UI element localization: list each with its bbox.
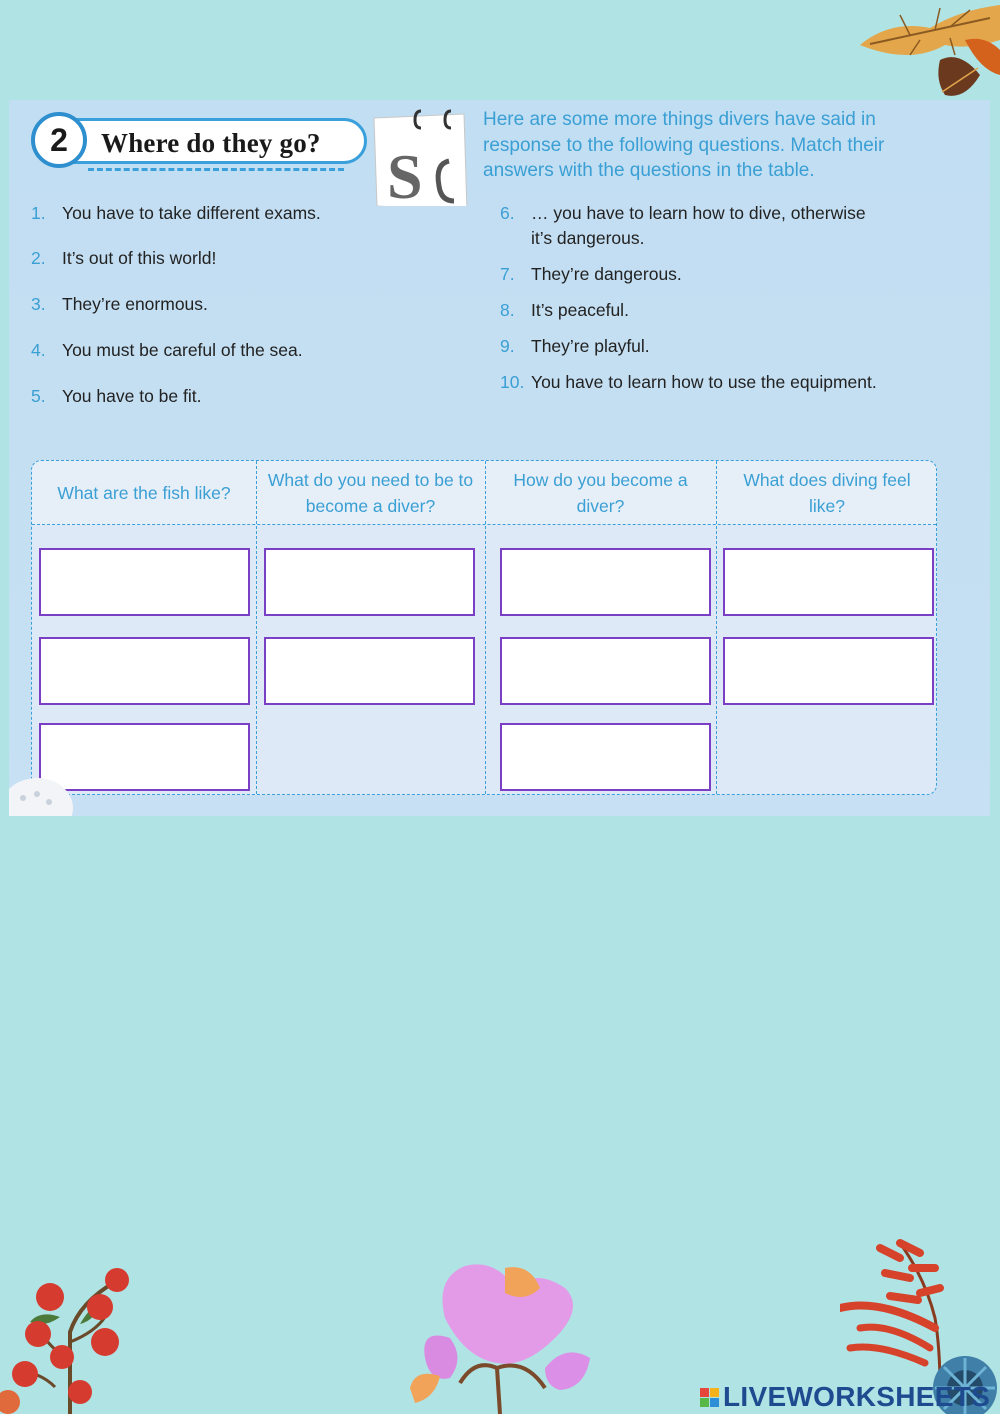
logo-text: LIVEWORKSHEETS <box>723 1381 991 1412</box>
statement-item: 2. It’s out of this world! <box>31 248 217 268</box>
statement-item-continuation: it’s dangerous. <box>531 228 645 248</box>
exercise-panel <box>9 100 990 816</box>
answer-box-diving-feel-1[interactable] <box>723 548 934 616</box>
berries-decoration <box>0 1262 140 1414</box>
exercise-number: 2 <box>31 112 87 168</box>
statement-item: 1. You have to take different exams. <box>31 203 321 223</box>
statement-item: 8. It’s peaceful. <box>500 300 629 320</box>
notebook-icon <box>369 106 469 206</box>
logo-icon <box>700 1388 719 1407</box>
statement-item: 4. You must be careful of the sea. <box>31 340 303 360</box>
answer-box-need-to-be-1[interactable] <box>264 548 475 616</box>
column-header-become-diver: How do you become a diver? <box>513 470 688 516</box>
answer-box-fish-2[interactable] <box>39 637 250 705</box>
autumn-leaves-top-right-decoration <box>850 0 1000 100</box>
answer-box-fish-1[interactable] <box>39 548 250 616</box>
answer-box-become-diver-3[interactable] <box>500 723 711 791</box>
column-header-diving-feel: What does diving feel like? <box>743 470 911 516</box>
svg-text:S: S <box>387 141 423 206</box>
liveworksheets-logo <box>700 1381 990 1413</box>
answer-box-become-diver-1[interactable] <box>500 548 711 616</box>
column-header-need-to-be: What do you need to be to become a diver? <box>267 470 474 516</box>
matching-table <box>31 460 937 795</box>
answer-box-diving-feel-2[interactable] <box>723 637 934 705</box>
statement-item: 10. You have to learn how to use the equipment. <box>500 372 877 392</box>
instructions-text: Here are some more things divers have said in response to the following questions. Match their answers with the questions in the table. <box>483 109 885 181</box>
flowers-decoration <box>405 1258 600 1414</box>
statement-item: 9. They’re playful. <box>500 336 650 356</box>
statement-item: 6. … you have to learn how to dive, otherwise <box>500 203 866 223</box>
exercise-header <box>31 112 369 168</box>
answer-box-become-diver-2[interactable] <box>500 637 711 705</box>
statement-item: 5. You have to be fit. <box>31 386 202 406</box>
column-header-fish: What are the fish like? <box>57 483 231 503</box>
shell-decoration <box>9 768 79 816</box>
statement-item: 7. They’re dangerous. <box>500 264 682 284</box>
answer-box-need-to-be-2[interactable] <box>264 637 475 705</box>
statement-item: 3. They’re enormous. <box>31 294 208 314</box>
exercise-title: Where do they go? <box>101 128 321 158</box>
